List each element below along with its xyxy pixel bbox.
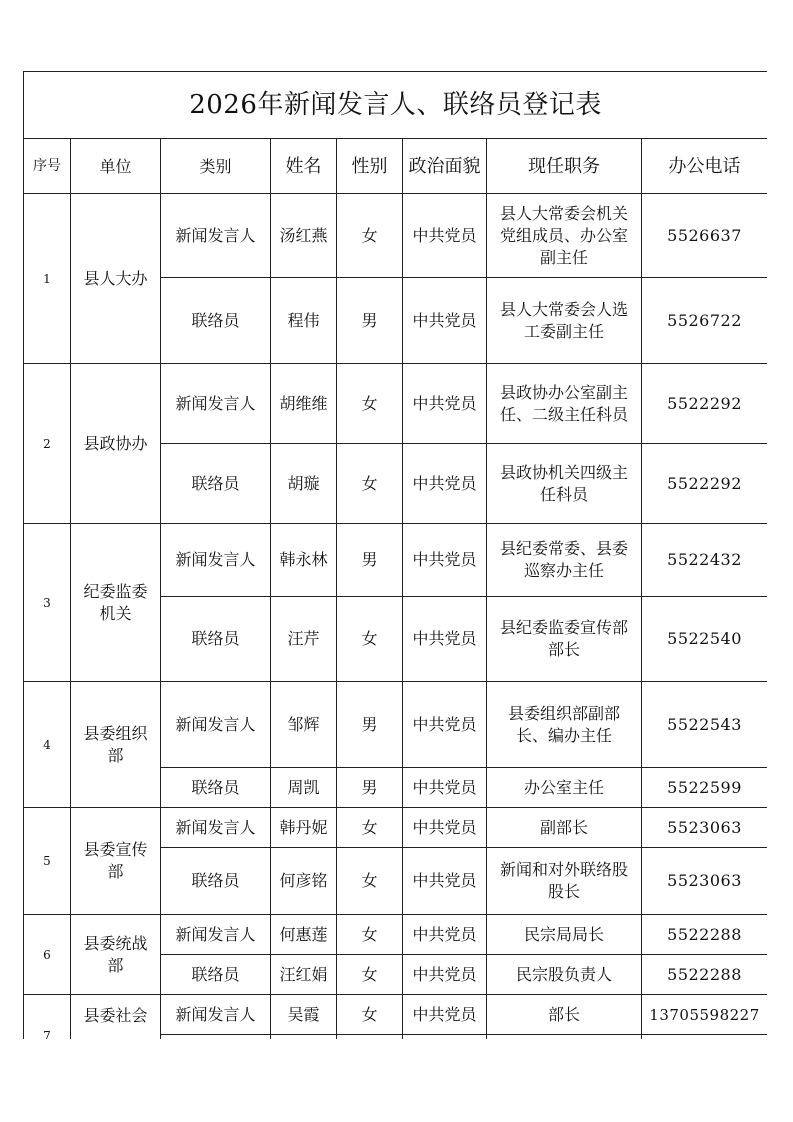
header-gender: 性别	[337, 139, 403, 194]
unit-cell: 县委统战部	[71, 915, 161, 995]
position-cell: 办公室主任	[487, 768, 642, 808]
position-cell: 县纪委常委、县委巡察办主任	[487, 524, 642, 597]
position-cell: 新闻和对外联络股股长	[487, 848, 642, 915]
seq-cell: 6	[24, 915, 71, 995]
name-cell: 周凯	[271, 768, 337, 808]
gender-cell: 女	[337, 848, 403, 915]
politics-cell: 中共党员	[403, 915, 487, 955]
phone-cell: 5522292	[642, 444, 768, 524]
name-cell: 胡维维	[271, 364, 337, 444]
category-cell: 联络员	[161, 597, 271, 682]
phone-cell: 5522288	[642, 955, 768, 995]
category-cell: 联络员	[161, 848, 271, 915]
table-row	[24, 682, 768, 768]
name-cell: 何彦铭	[271, 848, 337, 915]
phone-cell: 5522540	[642, 597, 768, 682]
seq-cell: 3	[24, 524, 71, 682]
category-cell: 联络员	[161, 444, 271, 524]
phone-cell: 13705598227	[642, 995, 768, 1035]
header-row	[24, 139, 768, 194]
politics-cell: 中共党员	[403, 808, 487, 848]
header-category: 类别	[161, 139, 271, 194]
name-cell	[271, 1035, 337, 1040]
table-title: 2026年新闻发言人、联络员登记表	[24, 72, 768, 139]
position-cell	[487, 1035, 642, 1040]
position-cell: 民宗股负责人	[487, 955, 642, 995]
politics-cell: 中共党员	[403, 955, 487, 995]
gender-cell: 女	[337, 597, 403, 682]
category-cell: 新闻发言人	[161, 995, 271, 1035]
category-cell: 联络员	[161, 955, 271, 995]
category-cell: 联络员	[161, 768, 271, 808]
category-cell: 新闻发言人	[161, 915, 271, 955]
position-cell: 县政协机关四级主任科员	[487, 444, 642, 524]
politics-cell: 中共党员	[403, 768, 487, 808]
position-cell: 部长	[487, 995, 642, 1035]
table-row	[24, 364, 768, 444]
position-cell: 县纪委监委宣传部部长	[487, 597, 642, 682]
politics-cell: 中共党员	[403, 364, 487, 444]
position-cell: 副部长	[487, 808, 642, 848]
phone-cell: 5522543	[642, 682, 768, 768]
category-cell	[161, 1035, 271, 1040]
position-cell: 民宗局局长	[487, 915, 642, 955]
seq-cell: 5	[24, 808, 71, 915]
seq-cell: 7	[24, 995, 71, 1040]
position-cell: 县政协办公室副主任、二级主任科员	[487, 364, 642, 444]
name-cell: 吴霞	[271, 995, 337, 1035]
table-row	[24, 524, 768, 597]
registration-table	[23, 71, 767, 1039]
unit-cell: 县委社会	[71, 995, 161, 1040]
gender-cell: 女	[337, 915, 403, 955]
phone-cell: 5522432	[642, 524, 768, 597]
gender-cell: 女	[337, 995, 403, 1035]
header-unit: 单位	[71, 139, 161, 194]
position-cell: 县委组织部副部长、编办主任	[487, 682, 642, 768]
politics-cell: 中共党员	[403, 278, 487, 364]
category-cell: 新闻发言人	[161, 364, 271, 444]
unit-cell: 县委组织部	[71, 682, 161, 808]
unit-cell: 县人大办	[71, 194, 161, 364]
seq-cell: 4	[24, 682, 71, 808]
gender-cell: 男	[337, 768, 403, 808]
phone-cell: 5526637	[642, 194, 768, 278]
politics-cell: 中共党员	[403, 995, 487, 1035]
table-row	[24, 915, 768, 955]
name-cell: 汪红娟	[271, 955, 337, 995]
header-position: 现任职务	[487, 139, 642, 194]
gender-cell: 女	[337, 364, 403, 444]
unit-cell: 纪委监委机关	[71, 524, 161, 682]
name-cell: 韩永林	[271, 524, 337, 597]
gender-cell: 女	[337, 808, 403, 848]
name-cell: 程伟	[271, 278, 337, 364]
gender-cell: 女	[337, 194, 403, 278]
politics-cell	[403, 1035, 487, 1040]
politics-cell: 中共党员	[403, 682, 487, 768]
gender-cell	[337, 1035, 403, 1040]
category-cell: 联络员	[161, 278, 271, 364]
name-cell: 何惠莲	[271, 915, 337, 955]
category-cell: 新闻发言人	[161, 808, 271, 848]
category-cell: 新闻发言人	[161, 194, 271, 278]
header-name: 姓名	[271, 139, 337, 194]
politics-cell: 中共党员	[403, 597, 487, 682]
table-row	[24, 995, 768, 1035]
registration-sheet	[23, 71, 767, 1039]
name-cell: 韩丹妮	[271, 808, 337, 848]
table-row	[24, 808, 768, 848]
unit-cell: 县政协办	[71, 364, 161, 524]
table-row	[24, 194, 768, 278]
name-cell: 邹辉	[271, 682, 337, 768]
name-cell: 汤红燕	[271, 194, 337, 278]
phone-cell: 5523063	[642, 808, 768, 848]
header-politics: 政治面貌	[403, 139, 487, 194]
gender-cell: 女	[337, 444, 403, 524]
gender-cell: 男	[337, 524, 403, 597]
gender-cell: 男	[337, 682, 403, 768]
gender-cell: 男	[337, 278, 403, 364]
seq-cell: 1	[24, 194, 71, 364]
position-cell: 县人大常委会人选工委副主任	[487, 278, 642, 364]
name-cell: 胡璇	[271, 444, 337, 524]
gender-cell: 女	[337, 955, 403, 995]
phone-cell: 5523063	[642, 848, 768, 915]
category-cell: 新闻发言人	[161, 524, 271, 597]
phone-cell	[642, 1035, 768, 1040]
header-seq: 序号	[24, 139, 71, 194]
phone-cell: 5522288	[642, 915, 768, 955]
politics-cell: 中共党员	[403, 444, 487, 524]
phone-cell: 5526722	[642, 278, 768, 364]
name-cell: 汪芹	[271, 597, 337, 682]
header-phone: 办公电话	[642, 139, 768, 194]
phone-cell: 5522292	[642, 364, 768, 444]
unit-cell: 县委宣传部	[71, 808, 161, 915]
position-cell: 县人大常委会机关党组成员、办公室副主任	[487, 194, 642, 278]
phone-cell: 5522599	[642, 768, 768, 808]
seq-cell: 2	[24, 364, 71, 524]
politics-cell: 中共党员	[403, 524, 487, 597]
politics-cell: 中共党员	[403, 848, 487, 915]
category-cell: 新闻发言人	[161, 682, 271, 768]
politics-cell: 中共党员	[403, 194, 487, 278]
